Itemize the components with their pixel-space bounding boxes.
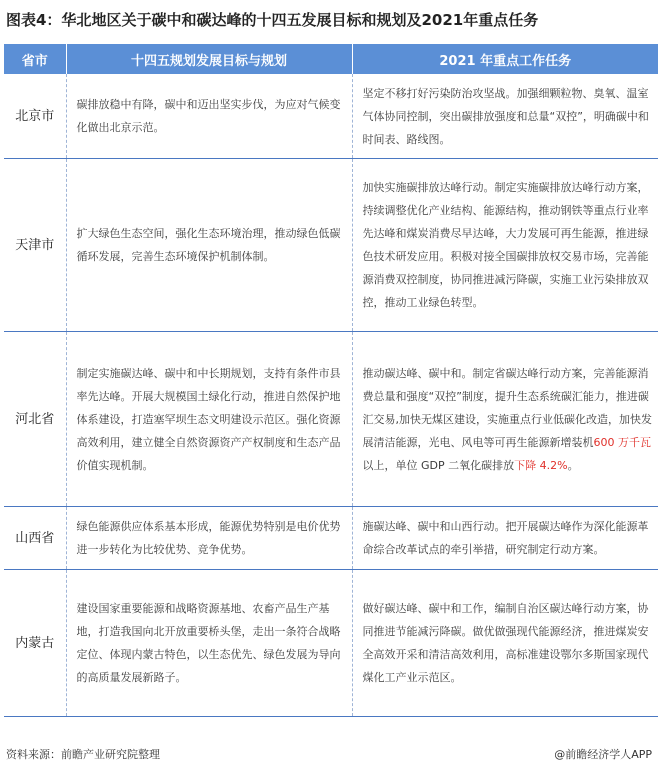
province-cell: 内蒙古: [4, 570, 66, 717]
table-row: [4, 74, 658, 159]
chart-title: 图表4：华北地区关于碳中和碳达峰的十四五发展目标和规划及2021年重点任务: [6, 11, 539, 29]
province-cell: 天津市: [4, 159, 66, 332]
table-row: [4, 570, 658, 717]
highlight-capacity: 600 万千瓦: [593, 435, 651, 449]
province-cell: 山西省: [4, 507, 66, 570]
task-cell: 加快实施碳排放达峰行动。制定实施碳排放达峰行动方案，持续调整优化产业结构、能源结构，推动钢铁等重点行业率先达峰和煤炭消费尽早达峰，大力发展可再生能源，推进绿色技术研发应用。积极对接全国碳排放权交易市场，完善能源消费双控制度，协同推进减污降碳，实施工业污染排放双控，推动工业绿色转型。: [352, 159, 658, 332]
highlight-reduction: 下降 4.2%: [514, 458, 568, 472]
source-note: 资料来源：前瞻产业研究院整理: [6, 748, 160, 761]
planning-table: [4, 44, 658, 717]
plan-cell: 扩大绿色生态空间，强化生态环境治理，推动绿色低碳循环发展，完善生态环境保护机制体制。: [66, 159, 352, 332]
task-text: 推动碳达峰、碳中和。制定省碳达峰行动方案，完善能源消费总量和强度“双控”制度，提升生态系统碳汇能力，推进碳汇交易,加快无煤区建设，实施重点行业低碳化改造，加快发展清洁能源，光电、风电等可再生能源新增装机: [362, 366, 652, 449]
province-cell: 北京市: [4, 74, 66, 159]
footer: [4, 744, 656, 766]
plan-cell: 绿色能源供应体系基本形成，能源优势特别是电价优势进一步转化为比较优势、竞争优势。: [66, 507, 352, 570]
header-plan: 十四五规划发展目标与规划: [66, 44, 352, 74]
task-text: 以上，单位 GDP 二氧化碳排放: [362, 458, 515, 472]
province-cell: 河北省: [4, 332, 66, 507]
table-row: [4, 507, 658, 570]
task-cell: 施碳达峰、碳中和山西行动。把开展碳达峰作为深化能源革命综合改革试点的牵引举措，研究制定行动方案。: [352, 507, 658, 570]
header-province: 省市: [4, 44, 66, 74]
task-text: 。: [567, 458, 579, 472]
header-task: 2021 年重点工作任务: [352, 44, 658, 74]
task-cell: 做好碳达峰、碳中和工作，编制自治区碳达峰行动方案，协同推进节能减污降碳。做优做强现代能源经济，推进煤炭安全高效开采和清洁高效利用，高标准建设鄂尔多斯国家现代煤化工产业示范区。: [352, 570, 658, 717]
table-row: [4, 159, 658, 332]
plan-cell: 建设国家重要能源和战略资源基地、农畜产品生产基地，打造我国向北开放重要桥头堡，走出一条符合战略定位、体现内蒙古特色，以生态优先、绿色发展为导向的高质量发展新路子。: [66, 570, 352, 717]
plan-cell: 制定实施碳达峰、碳中和中长期规划，支持有条件市县率先达峰。开展大规模国土绿化行动，推进自然保护地体系建设，打造塞罕坝生态文明建设示范区。强化资源高效利用，建立健全自然资源资产产权制度和生态产品价值实现机制。: [66, 332, 352, 507]
table-row: [4, 332, 658, 507]
table-header-row: [4, 44, 658, 74]
brand-credit: @前瞻经济学人APP: [554, 748, 652, 761]
task-cell: [352, 332, 658, 507]
task-cell: 坚定不移打好污染防治攻坚战。加强细颗粒物、臭氧、温室气体协同控制，突出碳排放强度和总量“双控”，明确碳中和时间表、路线图。: [352, 74, 658, 159]
plan-cell: 碳排放稳中有降，碳中和迈出坚实步伐，为应对气候变化做出北京示范。: [66, 74, 352, 159]
